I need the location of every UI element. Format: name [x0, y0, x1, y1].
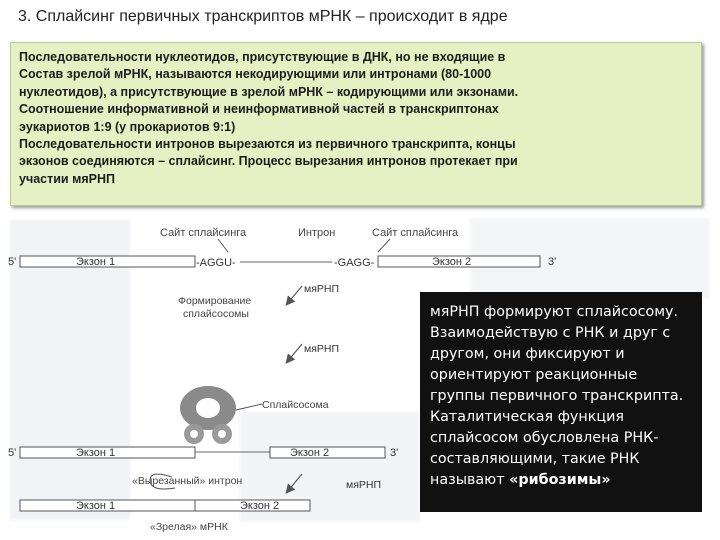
info-line: Соотношение информативной и неинформативной частей в транскриптонах — [19, 102, 499, 117]
snrnp-label: мяРНП — [304, 343, 340, 355]
three-prime-label: 3' — [548, 256, 557, 268]
exon2-label: Экзон 2 — [432, 256, 472, 268]
page-heading: 3. Сплайсинг первичных транскриптов мРНК – происходит в ядре — [18, 8, 508, 25]
info-line: экзонов соединяются – сплайсинг. Процесс вырезания интронов протекает при — [19, 154, 518, 169]
intron-label: Интрон — [298, 227, 336, 239]
five-prime-label: 5' — [8, 256, 17, 268]
info-line: Последовательности интронов вырезаются из первичного транскрипта, концы — [19, 137, 516, 152]
callout-text-main: мяРНП формируют сплайсосому. Взаимодействую с РНК и друг с другом, они фиксируют и ориентируют реакционные группы первичного транскрипта. Каталитическая функция сплайсосом обусловлена РНК-составляющими, такие РНК называют — [430, 304, 684, 488]
info-line: Состав зрелой мРНК, называются некодирующими или интронами (80-1000 — [19, 67, 492, 82]
callout-text-bold: «рибозимы» — [509, 472, 611, 488]
exon1-label: Экзон 1 — [76, 447, 116, 459]
splice-site-left-label: Сайт сплайсинга — [160, 227, 247, 239]
callout-text — [430, 302, 692, 491]
info-line: нуклеотидов), а присутствующие в зрелой мРНК – кодирующими или экзонами. — [19, 84, 519, 99]
exon2-label: Экзон 2 — [290, 447, 330, 459]
seq-left-label: -AGGU- — [196, 257, 236, 269]
info-line: Последовательности нуклеотидов, присутствующие в ДНК, но не входящие в — [19, 50, 506, 64]
seq-right-label: -GAGG- — [334, 257, 375, 269]
mature-mrna-label: «Зрелая» мРНК — [150, 521, 228, 533]
info-line: участии мяРНП — [19, 171, 115, 186]
exon1-label: Экзон 1 — [76, 256, 116, 268]
splice-site-left-pointer — [218, 239, 228, 252]
info-box — [10, 42, 702, 206]
spliceosome-shape — [180, 386, 236, 444]
spliceosome-label: Сплайсосома — [262, 399, 329, 411]
info-line: эукариотов 1:9 (у прокариотов 9:1) — [19, 119, 236, 134]
formation-label-line1: Формирование — [178, 295, 252, 307]
exon2-label: Экзон 2 — [240, 500, 280, 512]
exon1-label: Экзон 1 — [76, 500, 116, 512]
snrnp-label: мяРНП — [346, 479, 382, 491]
callout-box — [420, 292, 702, 512]
formation-label-line2: сплайсосомы — [183, 308, 249, 320]
splice-site-right-label: Сайт сплайсинга — [372, 227, 459, 239]
snrnp-arrow — [287, 344, 302, 362]
snrnp-arrow — [287, 286, 302, 304]
three-prime-label: 3' — [390, 447, 399, 459]
snrnp-label: мяРНП — [304, 283, 340, 295]
spliceosome-pointer — [236, 404, 262, 410]
splice-site-right-pointer — [378, 239, 390, 252]
five-prime-label: 5' — [8, 447, 17, 459]
excised-intron-label: «Вырезанный» интрон — [132, 475, 243, 487]
